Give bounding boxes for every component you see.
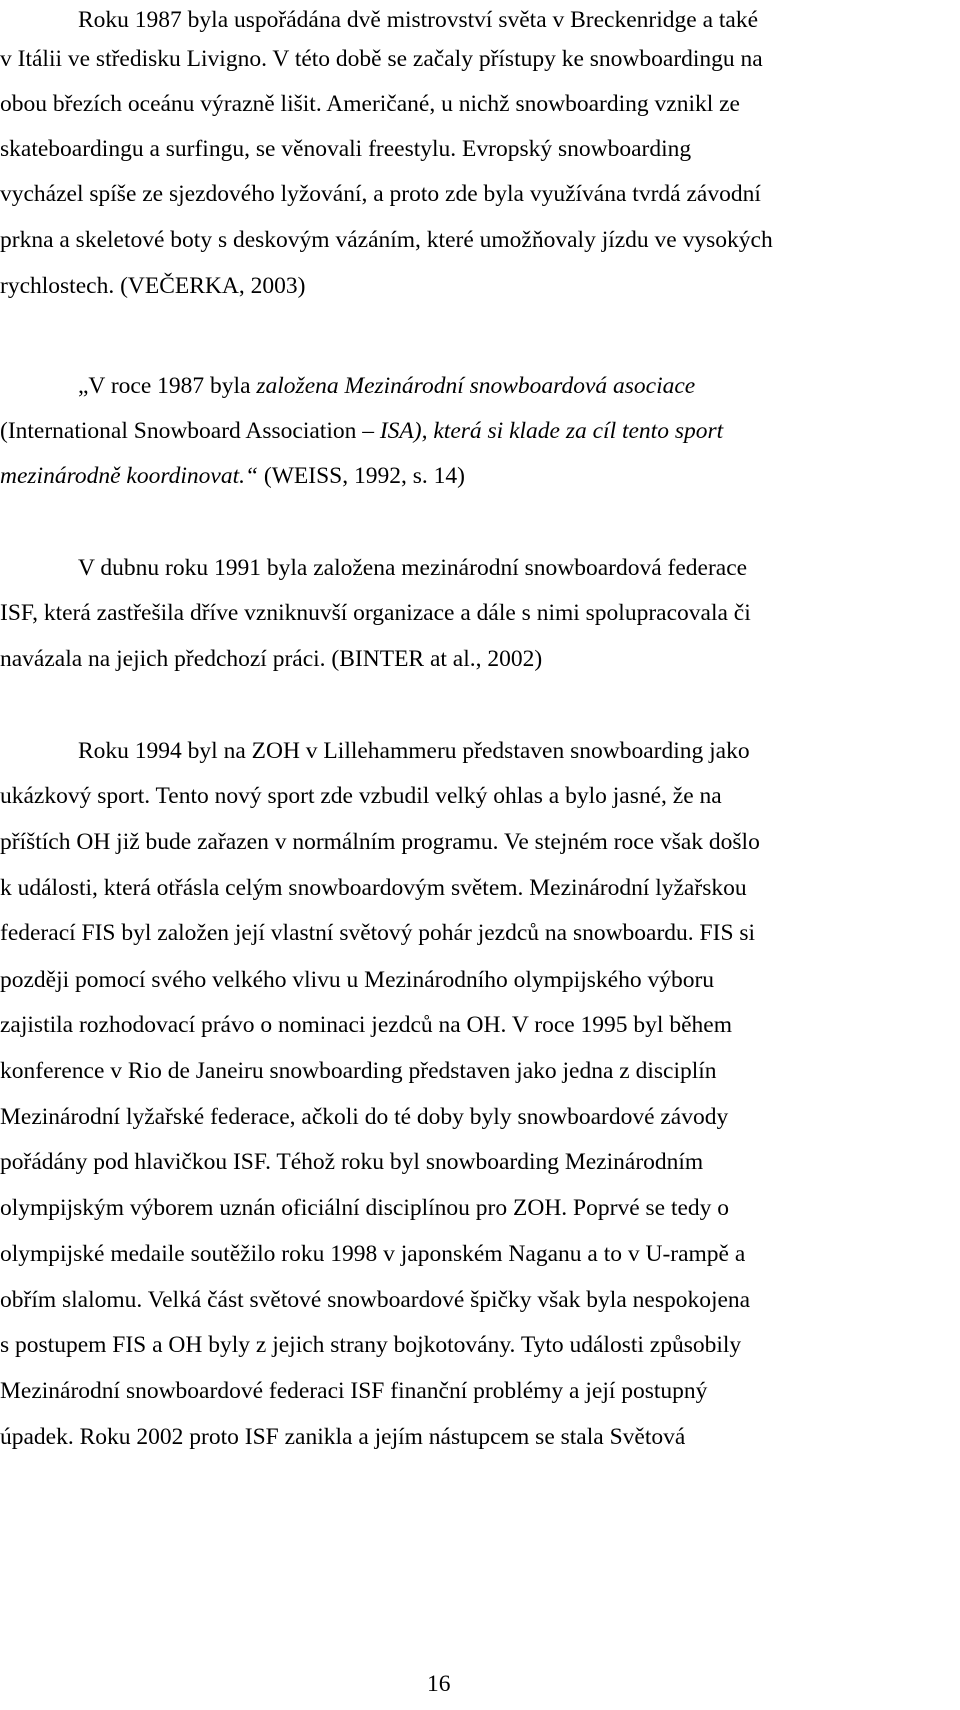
text-line: příštích OH již bude zařazen v normálním programu. Ve stejném roce však došlo xyxy=(0,829,760,855)
text-line xyxy=(0,411,723,451)
text-line: zajistila rozhodovací právo o nominaci jezdců na OH. V roce 1995 byl během xyxy=(0,1012,732,1038)
text-line: pořádány pod hlavičkou ISF. Téhož roku byl snowboarding Mezinárodním xyxy=(0,1149,704,1175)
text-line: s postupem FIS a OH byly z jejich strany bojkotovány. Tyto události způsobily xyxy=(0,1332,742,1358)
text-line: Mezinárodní lyžařské federace, ačkoli do té doby byly snowboardové závody xyxy=(0,1104,729,1130)
page-number: 16 xyxy=(427,1671,451,1697)
quote-text: „V roce 1987 byla xyxy=(78,373,257,399)
quote-text: (International Snowboard Association – xyxy=(0,418,380,444)
text-line: obřím slalomu. Velká část světové snowboardové špičky však byla nespokojena xyxy=(0,1287,751,1313)
citation: (WEISS, 1992, s. 14) xyxy=(258,463,465,489)
text-line: k události, která otřásla celým snowboardovým světem. Mezinárodní lyžařskou xyxy=(0,875,747,901)
text-line: Roku 1987 byla uspořádána dvě mistrovství světa v Breckenridge a také xyxy=(78,7,759,33)
text-line: úpadek. Roku 2002 proto ISF zanikla a jejím nástupcem se stala Světová xyxy=(0,1424,686,1450)
text-line: olympijským výborem uznán oficiální disciplínou pro ZOH. Poprvé se tedy o xyxy=(0,1195,730,1221)
text-line: Mezinárodní snowboardové federaci ISF finanční problémy a její postupný xyxy=(0,1378,708,1404)
text-line: ukázkový sport. Tento nový sport zde vzbudil velký ohlas a bylo jasné, že na xyxy=(0,783,722,809)
text-line: později pomocí svého velkého vlivu u Mezinárodního olympijského výboru xyxy=(0,967,715,993)
text-line xyxy=(78,366,695,406)
quote-text-italic: založena Mezinárodní snowboardová asociace xyxy=(256,373,696,399)
text-line: vycházel spíše ze sjezdového lyžování, a proto zde byla využívána tvrdá závodní xyxy=(0,181,761,207)
text-line: Roku 1994 byl na ZOH v Lillehammeru představen snowboarding jako xyxy=(78,738,750,764)
text-line: navázala na jejich předchozí práci. (BINTER at al., 2002) xyxy=(0,646,543,672)
text-line: federací FIS byl založen její vlastní světový pohár jezdců na snowboardu. FIS si xyxy=(0,920,756,946)
text-line: rychlostech. (VEČERKA, 2003) xyxy=(0,273,306,299)
text-line: V dubnu roku 1991 byla založena mezinárodní snowboardová federace xyxy=(78,555,748,581)
quote-text-italic: ISA), která si klade za cíl tento sport xyxy=(379,418,724,444)
text-line: ISF, která zastřešila dříve vzniknuvší organizace a dále s nimi spolupracovala či xyxy=(0,600,751,626)
text-line: skateboardingu a surfingu, se věnovali freestylu. Evropský snowboarding xyxy=(0,136,692,162)
text-line: v Itálii ve středisku Livigno. V této době se začaly přístupy ke snowboardingu na xyxy=(0,46,763,72)
text-line xyxy=(0,456,465,496)
text-line: prkna a skeletové boty s deskovým vázáním, které umožňovaly jízdu ve vysokých xyxy=(0,227,773,253)
text-line: olympijské medaile soutěžilo roku 1998 v japonském Naganu a to v U-rampě a xyxy=(0,1241,746,1267)
text-line: konference v Rio de Janeiru snowboarding představen jako jedna z disciplín xyxy=(0,1058,717,1084)
text-line: obou březích oceánu výrazně lišit. Američané, u nichž snowboarding vznikl ze xyxy=(0,91,740,117)
quote-text-italic: mezinárodně koordinovat.“ xyxy=(0,463,259,489)
